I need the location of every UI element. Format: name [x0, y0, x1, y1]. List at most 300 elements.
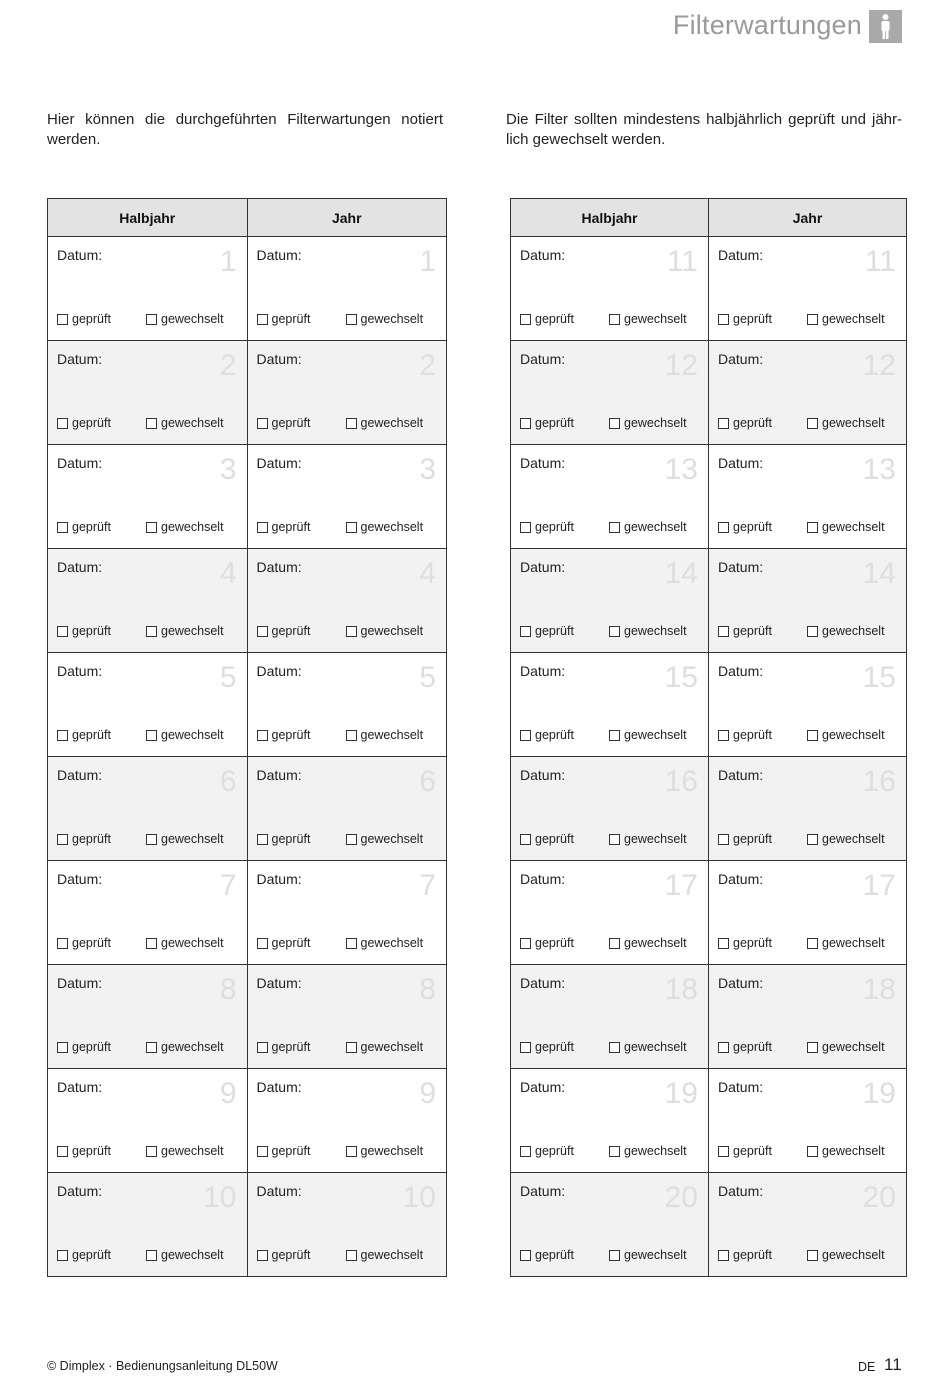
checked-checkbox[interactable]	[257, 728, 311, 742]
entry-number: 20	[862, 1181, 896, 1214]
entry-number: 4	[419, 557, 436, 590]
changed-checkbox[interactable]	[146, 1248, 224, 1262]
checkbox-box[interactable]	[257, 314, 268, 325]
table-row	[48, 1173, 447, 1277]
checked-checkbox[interactable]	[57, 520, 111, 534]
check-group	[57, 728, 224, 744]
changed-checkbox[interactable]	[146, 520, 224, 534]
checkbox-box[interactable]	[346, 834, 357, 845]
checkbox-box[interactable]	[346, 938, 357, 949]
checkbox-box[interactable]	[346, 730, 357, 741]
checkbox-box[interactable]	[807, 314, 818, 325]
checked-checkbox[interactable]	[57, 936, 111, 950]
checked-label: geprüft	[271, 1040, 311, 1054]
checkbox-box[interactable]	[57, 1146, 68, 1157]
checkbox-box[interactable]	[609, 418, 620, 429]
changed-label: gewechselt	[161, 1040, 224, 1054]
changed-checkbox[interactable]	[609, 416, 687, 430]
checked-label: geprüft	[535, 1248, 574, 1262]
check-group	[257, 416, 424, 432]
checkbox-box[interactable]	[520, 834, 531, 845]
table-row	[511, 965, 907, 1069]
checked-checkbox[interactable]	[57, 1144, 111, 1158]
checked-label: geprüft	[733, 1040, 772, 1054]
checked-checkbox[interactable]	[718, 624, 772, 638]
entry-number: 8	[219, 973, 237, 1006]
checked-checkbox[interactable]	[257, 520, 311, 534]
datum-label: Datum:	[718, 351, 764, 367]
entry-number: 6	[419, 765, 436, 798]
datum-label: Datum:	[256, 247, 302, 263]
checkbox-box[interactable]	[146, 938, 157, 949]
checkbox-box[interactable]	[609, 938, 620, 949]
maintenance-cell-jahr	[709, 1173, 907, 1277]
changed-label: gewechselt	[161, 312, 224, 326]
datum-label: Datum:	[520, 1079, 566, 1095]
entry-number: 1	[419, 245, 436, 278]
changed-checkbox[interactable]	[609, 832, 687, 846]
checkbox-box[interactable]	[718, 1250, 729, 1261]
checkbox-box[interactable]	[609, 1146, 620, 1157]
checkbox-box[interactable]	[718, 1146, 729, 1157]
changed-checkbox[interactable]	[609, 1040, 687, 1054]
checkbox-box[interactable]	[609, 626, 620, 637]
datum-label: Datum:	[256, 975, 302, 991]
check-group	[57, 832, 224, 848]
checked-checkbox[interactable]	[520, 312, 574, 326]
maintenance-cell-halbjahr	[48, 237, 248, 341]
datum-label: Datum:	[520, 559, 566, 575]
checkbox-box[interactable]	[520, 418, 531, 429]
checkbox-box[interactable]	[346, 522, 357, 533]
checked-label: geprüft	[271, 1248, 311, 1262]
changed-label: gewechselt	[360, 416, 424, 430]
checked-checkbox[interactable]	[718, 312, 772, 326]
changed-checkbox[interactable]	[146, 728, 224, 742]
checkbox-box[interactable]	[57, 522, 68, 533]
checked-checkbox[interactable]	[257, 832, 311, 846]
checked-label: geprüft	[535, 832, 574, 846]
check-group	[57, 1144, 224, 1160]
maintenance-table-right	[510, 198, 907, 1277]
maintenance-rows-right	[511, 237, 907, 1277]
checkbox-box[interactable]	[57, 834, 68, 845]
checked-checkbox[interactable]	[520, 728, 574, 742]
changed-label: gewechselt	[624, 1248, 687, 1262]
checkbox-box[interactable]	[718, 938, 729, 949]
datum-label: Datum:	[57, 767, 103, 783]
maintenance-cell-halbjahr	[48, 861, 248, 965]
checkbox-box[interactable]	[807, 418, 818, 429]
datum-label: Datum:	[520, 663, 566, 679]
changed-checkbox[interactable]	[807, 728, 885, 742]
checked-label: geprüft	[733, 1144, 772, 1158]
checked-checkbox[interactable]	[520, 416, 574, 430]
check-group	[257, 728, 424, 744]
checked-checkbox[interactable]	[718, 1248, 772, 1262]
checked-checkbox[interactable]	[520, 1248, 574, 1262]
maintenance-cell-halbjahr	[48, 1069, 248, 1173]
maintenance-cell-jahr	[247, 341, 447, 445]
datum-label: Datum:	[718, 767, 764, 783]
datum-label: Datum:	[520, 1183, 566, 1199]
changed-checkbox[interactable]	[807, 1144, 885, 1158]
check-group	[257, 520, 424, 536]
checked-checkbox[interactable]	[257, 1144, 311, 1158]
entry-number: 13	[664, 453, 698, 486]
checked-checkbox[interactable]	[718, 520, 772, 534]
datum-label: Datum:	[57, 663, 103, 679]
table-row	[511, 861, 907, 965]
checkbox-box[interactable]	[807, 626, 818, 637]
checkbox-box[interactable]	[520, 626, 531, 637]
entry-number: 7	[219, 869, 237, 902]
maintenance-cell-jahr	[247, 237, 447, 341]
checkbox-box[interactable]	[257, 1042, 268, 1053]
checkbox-box[interactable]	[346, 1250, 357, 1261]
checkbox-box[interactable]	[520, 1250, 531, 1261]
changed-checkbox[interactable]	[346, 1040, 424, 1054]
changed-label: gewechselt	[360, 1040, 424, 1054]
datum-label: Datum:	[57, 559, 103, 575]
checkbox-box[interactable]	[146, 834, 157, 845]
checkbox-box[interactable]	[146, 314, 157, 325]
checkbox-box[interactable]	[807, 730, 818, 741]
checkbox-box[interactable]	[609, 522, 620, 533]
checked-label: geprüft	[733, 832, 772, 846]
checkbox-box[interactable]	[257, 938, 268, 949]
checkbox-box[interactable]	[807, 1042, 818, 1053]
intro-text-left: Hier können die durchgeführten Filterwartungen notiert werden.	[47, 111, 443, 148]
changed-checkbox[interactable]	[346, 1144, 424, 1158]
checkbox-box[interactable]	[609, 314, 620, 325]
changed-checkbox[interactable]	[807, 416, 885, 430]
check-group	[520, 1040, 687, 1056]
maintenance-rows-left	[48, 237, 447, 1277]
checked-checkbox[interactable]	[718, 728, 772, 742]
checkbox-box[interactable]	[346, 418, 357, 429]
checked-checkbox[interactable]	[257, 1040, 311, 1054]
table-row	[511, 653, 907, 757]
changed-label: gewechselt	[822, 1040, 885, 1054]
checkbox-box[interactable]	[520, 1146, 531, 1157]
checked-checkbox[interactable]	[57, 312, 111, 326]
checked-label: geprüft	[535, 520, 574, 534]
maintenance-cell-jahr	[709, 237, 907, 341]
table-row	[48, 653, 447, 757]
checked-checkbox[interactable]	[57, 1040, 111, 1054]
maintenance-cell-jahr	[709, 445, 907, 549]
checkbox-box[interactable]	[57, 730, 68, 741]
checkbox-box[interactable]	[520, 730, 531, 741]
checked-checkbox[interactable]	[57, 832, 111, 846]
checkbox-box[interactable]	[257, 522, 268, 533]
datum-label: Datum:	[256, 1183, 302, 1199]
entry-number: 16	[664, 765, 698, 798]
entry-number: 17	[664, 869, 698, 902]
entry-number: 9	[219, 1077, 237, 1110]
entry-number: 15	[862, 661, 896, 694]
checkbox-box[interactable]	[57, 938, 68, 949]
checkbox-box[interactable]	[609, 1042, 620, 1053]
checked-label: geprüft	[72, 1144, 111, 1158]
datum-label: Datum:	[520, 767, 566, 783]
changed-checkbox[interactable]	[609, 312, 687, 326]
maintenance-cell-jahr	[247, 757, 447, 861]
entry-number: 14	[862, 557, 896, 590]
entry-number: 9	[419, 1077, 436, 1110]
checked-checkbox[interactable]	[718, 936, 772, 950]
checkbox-box[interactable]	[807, 1146, 818, 1157]
checked-checkbox[interactable]	[257, 936, 311, 950]
datum-label: Datum:	[718, 455, 764, 471]
changed-checkbox[interactable]	[609, 520, 687, 534]
checkbox-box[interactable]	[718, 314, 729, 325]
checked-label: geprüft	[271, 936, 311, 950]
checkbox-box[interactable]	[520, 522, 531, 533]
checkbox-box[interactable]	[146, 522, 157, 533]
maintenance-cell-jahr	[247, 1069, 447, 1173]
check-group	[520, 624, 687, 640]
checked-label: geprüft	[535, 1144, 574, 1158]
checkbox-box[interactable]	[346, 626, 357, 637]
maintenance-cell-halbjahr	[511, 549, 709, 653]
checkbox-box[interactable]	[57, 314, 68, 325]
changed-checkbox[interactable]	[146, 1040, 224, 1054]
changed-label: gewechselt	[822, 520, 885, 534]
checkbox-box[interactable]	[257, 1250, 268, 1261]
checkbox-box[interactable]	[807, 938, 818, 949]
entry-number: 1	[219, 245, 237, 278]
maintenance-cell-halbjahr	[511, 861, 709, 965]
changed-checkbox[interactable]	[807, 832, 885, 846]
check-group	[718, 1040, 885, 1056]
checkbox-box[interactable]	[718, 834, 729, 845]
maintenance-table-left	[47, 198, 447, 1277]
changed-label: gewechselt	[822, 936, 885, 950]
changed-label: gewechselt	[822, 1248, 885, 1262]
check-group	[520, 832, 687, 848]
checkbox-box[interactable]	[146, 1250, 157, 1261]
changed-checkbox[interactable]	[146, 936, 224, 950]
checked-checkbox[interactable]	[520, 1144, 574, 1158]
changed-checkbox[interactable]	[346, 936, 424, 950]
entry-number: 8	[419, 973, 436, 1006]
maintenance-cell-jahr	[709, 757, 907, 861]
checkbox-box[interactable]	[146, 626, 157, 637]
maintenance-cell-halbjahr	[511, 757, 709, 861]
checkbox-box[interactable]	[57, 626, 68, 637]
checkbox-box[interactable]	[257, 834, 268, 845]
checked-label: geprüft	[733, 520, 772, 534]
changed-checkbox[interactable]	[609, 936, 687, 950]
check-group	[718, 832, 885, 848]
changed-checkbox[interactable]	[346, 1248, 424, 1262]
changed-checkbox[interactable]	[807, 1248, 885, 1262]
table-row	[511, 1069, 907, 1173]
checkbox-box[interactable]	[520, 938, 531, 949]
maintenance-cell-halbjahr	[511, 445, 709, 549]
entry-number: 12	[862, 349, 896, 382]
maintenance-cell-halbjahr	[511, 1173, 709, 1277]
checked-checkbox[interactable]	[718, 416, 772, 430]
check-group	[257, 936, 424, 952]
checked-label: geprüft	[72, 1040, 111, 1054]
changed-checkbox[interactable]	[146, 416, 224, 430]
maintenance-cell-jahr	[247, 861, 447, 965]
changed-checkbox[interactable]	[807, 624, 885, 638]
checkbox-box[interactable]	[718, 730, 729, 741]
table-row	[511, 757, 907, 861]
checkbox-box[interactable]	[257, 1146, 268, 1157]
changed-checkbox[interactable]	[346, 624, 424, 638]
maintenance-cell-jahr	[709, 549, 907, 653]
checked-label: geprüft	[535, 1040, 574, 1054]
maintenance-cell-jahr	[247, 1173, 447, 1277]
checked-checkbox[interactable]	[520, 624, 574, 638]
checked-checkbox[interactable]	[57, 416, 111, 430]
checkbox-box[interactable]	[718, 418, 729, 429]
changed-checkbox[interactable]	[346, 832, 424, 846]
checkbox-box[interactable]	[57, 1250, 68, 1261]
checked-label: geprüft	[72, 624, 111, 638]
checkbox-box[interactable]	[718, 522, 729, 533]
maintenance-cell-jahr	[247, 653, 447, 757]
checkbox-box[interactable]	[609, 1250, 620, 1261]
maintenance-cell-jahr	[709, 1069, 907, 1173]
datum-label: Datum:	[57, 247, 103, 263]
changed-label: gewechselt	[624, 416, 687, 430]
checked-checkbox[interactable]	[257, 1248, 311, 1262]
maintenance-cell-halbjahr	[48, 1173, 248, 1277]
datum-label: Datum:	[256, 663, 302, 679]
changed-checkbox[interactable]	[146, 1144, 224, 1158]
checked-checkbox[interactable]	[718, 1040, 772, 1054]
checked-checkbox[interactable]	[520, 520, 574, 534]
changed-checkbox[interactable]	[346, 520, 424, 534]
checked-label: geprüft	[72, 520, 111, 534]
column-header-jahr: Jahr	[247, 199, 447, 237]
column-header-halbjahr: Halbjahr	[48, 199, 248, 237]
table-row	[511, 237, 907, 341]
checkbox-box[interactable]	[257, 626, 268, 637]
checkbox-box[interactable]	[718, 626, 729, 637]
check-group	[57, 1040, 224, 1056]
checkbox-box[interactable]	[520, 1042, 531, 1053]
changed-label: gewechselt	[360, 312, 424, 326]
check-group	[57, 520, 224, 536]
changed-checkbox[interactable]	[807, 936, 885, 950]
checkbox-box[interactable]	[146, 1042, 157, 1053]
checked-checkbox[interactable]	[520, 936, 574, 950]
changed-label: gewechselt	[624, 520, 687, 534]
checkbox-box[interactable]	[807, 522, 818, 533]
checked-label: geprüft	[271, 832, 311, 846]
maintenance-cell-jahr	[247, 445, 447, 549]
changed-checkbox[interactable]	[807, 520, 885, 534]
changed-checkbox[interactable]	[346, 312, 424, 326]
checkbox-box[interactable]	[520, 314, 531, 325]
checked-label: geprüft	[271, 624, 311, 638]
datum-label: Datum:	[256, 559, 302, 575]
table-row	[48, 445, 447, 549]
checked-checkbox[interactable]	[520, 1040, 574, 1054]
checkbox-box[interactable]	[146, 1146, 157, 1157]
changed-label: gewechselt	[822, 728, 885, 742]
checked-checkbox[interactable]	[57, 624, 111, 638]
entry-number: 18	[664, 973, 698, 1006]
check-group	[57, 624, 224, 640]
entry-number: 19	[664, 1077, 698, 1110]
changed-checkbox[interactable]	[609, 1144, 687, 1158]
changed-checkbox[interactable]	[609, 728, 687, 742]
check-group	[520, 520, 687, 536]
changed-label: gewechselt	[360, 728, 424, 742]
checked-checkbox[interactable]	[257, 312, 311, 326]
changed-label: gewechselt	[161, 936, 224, 950]
checkbox-box[interactable]	[346, 314, 357, 325]
checkbox-box[interactable]	[57, 418, 68, 429]
changed-checkbox[interactable]	[346, 416, 424, 430]
maintenance-cell-halbjahr	[48, 445, 248, 549]
checkbox-box[interactable]	[257, 418, 268, 429]
checked-checkbox[interactable]	[257, 624, 311, 638]
checkbox-box[interactable]	[718, 1042, 729, 1053]
maintenance-cell-jahr	[709, 653, 907, 757]
checkbox-box[interactable]	[146, 730, 157, 741]
checkbox-box[interactable]	[807, 1250, 818, 1261]
checked-label: geprüft	[271, 728, 311, 742]
checkbox-box[interactable]	[346, 1042, 357, 1053]
checked-checkbox[interactable]	[57, 728, 111, 742]
checked-checkbox[interactable]	[57, 1248, 111, 1262]
checkbox-box[interactable]	[346, 1146, 357, 1157]
entry-number: 11	[864, 245, 896, 278]
datum-label: Datum:	[520, 455, 566, 471]
datum-label: Datum:	[718, 975, 764, 991]
checked-label: geprüft	[535, 936, 574, 950]
checkbox-box[interactable]	[146, 418, 157, 429]
checked-label: geprüft	[271, 1144, 311, 1158]
check-group	[57, 1248, 224, 1264]
checkbox-box[interactable]	[807, 834, 818, 845]
maintenance-cell-halbjahr	[511, 965, 709, 1069]
checked-checkbox[interactable]	[718, 832, 772, 846]
datum-label: Datum:	[520, 351, 566, 367]
maintenance-cell-halbjahr	[511, 341, 709, 445]
changed-checkbox[interactable]	[807, 1040, 885, 1054]
checked-label: geprüft	[535, 416, 574, 430]
changed-checkbox[interactable]	[146, 832, 224, 846]
checked-label: geprüft	[72, 832, 111, 846]
changed-checkbox[interactable]	[146, 312, 224, 326]
check-group	[718, 1144, 885, 1160]
datum-label: Datum:	[718, 1079, 764, 1095]
checked-checkbox[interactable]	[257, 416, 311, 430]
checkbox-box[interactable]	[57, 1042, 68, 1053]
changed-checkbox[interactable]	[807, 312, 885, 326]
checkbox-box[interactable]	[609, 730, 620, 741]
checked-checkbox[interactable]	[718, 1144, 772, 1158]
changed-checkbox[interactable]	[346, 728, 424, 742]
changed-checkbox[interactable]	[609, 1248, 687, 1262]
changed-checkbox[interactable]	[146, 624, 224, 638]
checked-label: geprüft	[535, 728, 574, 742]
changed-checkbox[interactable]	[609, 624, 687, 638]
checkbox-box[interactable]	[257, 730, 268, 741]
checked-checkbox[interactable]	[520, 832, 574, 846]
checkbox-box[interactable]	[609, 834, 620, 845]
